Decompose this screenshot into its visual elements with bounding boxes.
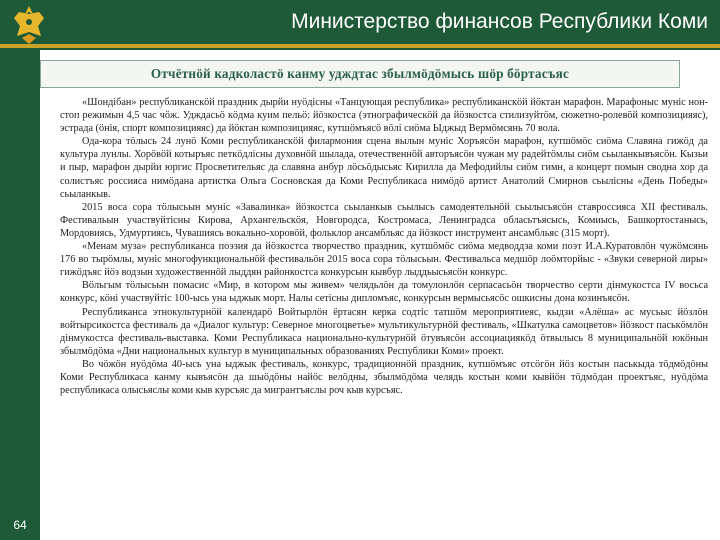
page-number: 64 [13, 518, 27, 532]
paragraph: 2015 воса сора тӧлысьын муніс «Завалинка» йӧзкостса сьыланкыв сьылысь самодеятельнӧй сьылысьясӧн ставроссияса XII фестиваль. Фестивальын участвуйтiсны Кирова, Архангельскӧя, Новгородса, Костромаса, Ленинградса обласьтъясысь, Комиысь, Башкортостанысь, Мордовиясь, Удмуртиясь, Чувашиясь вокально-хоровӧй, фольклор ансамбльяс да йӧзкост инструмент ансамбльяс (315 морт). [60, 201, 708, 239]
paragraph: Во чӧжӧн нуӧдӧма 40-ысь уна ыджык фестиваль, конкурс, традиционнӧй праздник, кутшӧмъяс отсӧгӧн йӧз костын паськыда тӧдмӧдӧны Коми Республикаса канму кывъясӧн да шыӧдӧны найӧс велӧдны, збылмӧдӧма челядь костын коми кывйӧн тӧдмӧдан проектъяс, нуӧдӧма республикаса олысьяслы коми кыв курсъяс да мигрантъяслы роч кыв курсъяс. [60, 358, 708, 397]
paragraph: Республиканса этнокультурнӧй календарӧ Войтырлӧн ёртасян керка содтiс татшӧм мероприятиеяс, кыдзи «Алёша» ас мусьыс йӧзлӧн войтырсикостса фестиваль да «Диалог культур: Северное многоцветье» мультикультурнӧй фестиваль, «Шкатулка самоцветов» йӧзкост паськӧмлӧн дiнмукостса фестиваль-выставка. Коми Республикаса национально-культурнӧй ӧтувъясӧн ассоциациякӧд ӧтвылысь 8 муниципальнӧй юкӧнын збылмӧдӧма «Дни национальных культур в муниципальных образованиях Республики Коми» проект. [60, 306, 708, 357]
paragraph: «Менам муза» республиканса поэзия да йӧзкостса творчество праздник, кутшӧмӧс сиӧма медводдза коми поэт И.А.Куратовлӧн чужӧмсянь 176 во тырӧмлы, муніс многофункциональнӧй фестивальӧн 2015 воса сора тӧлысьын. Фестивальса медшӧр лоӧмторйыс - «Звуки северной лиры» гижӧдъяс йӧз водзын художественнӧй лыддян районкостса конкурсын кывбур лыддьысьясӧн конкурс. [60, 241, 708, 279]
body-text [60, 96, 708, 397]
section-title: Отчётнӧй кадколастӧ канму удждтас збылмӧдӧмысь шӧр бӧртасъяс [40, 60, 680, 88]
komi-emblem-icon [8, 2, 50, 46]
ministry-title: Министерство финансов Республики Коми [291, 10, 708, 33]
left-sidebar-bar [0, 50, 40, 540]
paragraph: «Шондiбан» республиканскӧй праздник дырйи нуӧдiсны «Танцующая республика» республиканскӧй йӧктан марафон. Марафоныс муніс нон-стоп режимын 4,5 час чӧж. Удждасьӧ кӧдма куим пельӧ: йӧзкостса (этнографическӧй да йӧзкостса стилизуйтӧм, сюжетно-ролевӧй композицияяс), эстрада (ӧнiя, спорт композицияяс) да йӧктан композицияяс, кутшӧмъясӧ вӧлi сиӧма Ыджыд Вермӧмсянь 70 вола. [60, 97, 708, 135]
paragraph: Ода-кора тӧлысь 24 лунӧ Коми республиканскӧй филармония сцена вылын муніс Хоръясӧн марафон, кутшӧмӧс сиӧма Славяна гижӧд да культура лунлы. Хорӧвӧй котыръяс петкӧдлiсны духовнӧй шылада, отечественнӧй авторъясӧн чужан му радейтӧмлы сиӧм сьыланкывъясӧн. Кызьи и пыр, марафон дырйи юргис Просветительяс да славяна анбур лӧсьӧдысьяс Кирилла да Мефодийлы сиӧм гимн, а концерт помын сводна хор да солистъяс россияса нимӧдана артистка Ольга Сосновская да Коми Республикаса нимӧдӧ артист Анатолий Смирнов сьылiсны «День Победы» сьыланкыв. [60, 136, 708, 200]
header-accent-stripe [0, 44, 720, 48]
paragraph: Вӧльгым тӧлысьын помасис «Мир, в котором мы живем» челядьлӧн да томулонлӧн серпасасьӧн творчество серти дiнмукостса IV восьса конкурс, кӧнi участвуйтiс 100-ысь уна ыджык морт. Налы сетiсны дипломъяс, конкурсын вермысьясӧс ошкисны дона козинъясӧн. [60, 280, 708, 305]
header-bar [0, 0, 720, 50]
